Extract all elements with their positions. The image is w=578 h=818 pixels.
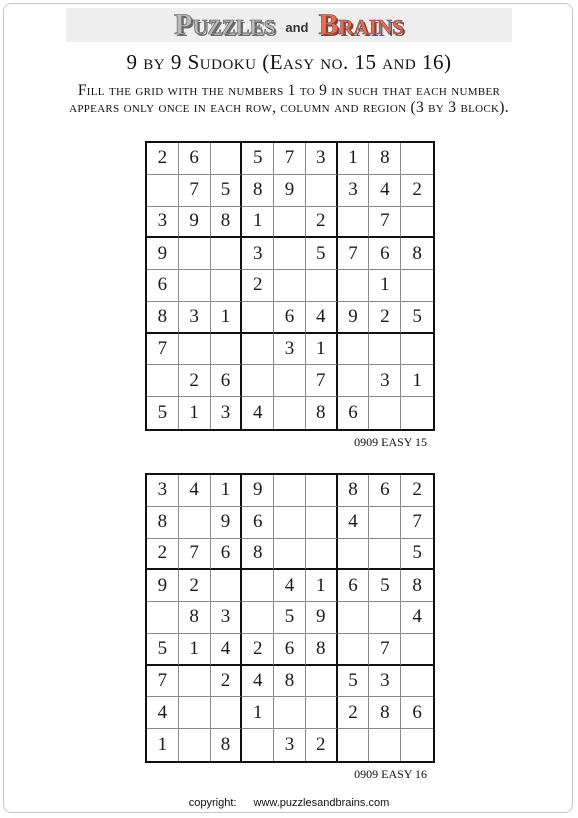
sudoku-cell: 8 [147, 507, 179, 539]
sudoku-cell: 7 [306, 365, 338, 397]
sudoku-cell: 1 [147, 729, 179, 761]
sudoku-cell [242, 302, 274, 334]
sudoku-cell [274, 697, 306, 729]
sudoku-cell [306, 175, 338, 207]
sudoku-cell: 6 [338, 397, 370, 429]
sudoku-cell: 6 [274, 302, 306, 334]
sudoku-cell [274, 475, 306, 507]
sudoku-cell [401, 270, 433, 302]
sudoku-cell [306, 475, 338, 507]
sudoku-cell: 6 [242, 507, 274, 539]
sudoku-cell: 3 [369, 365, 401, 397]
sudoku-cell [306, 270, 338, 302]
sudoku-cell: 7 [147, 666, 179, 698]
sudoku-cell: 8 [369, 143, 401, 175]
sudoku-cell [401, 207, 433, 239]
sudoku-cell: 5 [211, 175, 243, 207]
sudoku-cell [369, 602, 401, 634]
sudoku-cell: 3 [369, 666, 401, 698]
sudoku-cell: 5 [306, 238, 338, 270]
sudoku-cell [338, 634, 370, 666]
sudoku-cell: 1 [306, 570, 338, 602]
sudoku-cell [306, 507, 338, 539]
sudoku-cell [338, 207, 370, 239]
sudoku-cell: 3 [147, 475, 179, 507]
sudoku-cell [242, 334, 274, 366]
page-title: 9 by 9 Sudoku (Easy no. 15 and 16) [126, 50, 452, 74]
sudoku-cell [274, 238, 306, 270]
sudoku-cell: 6 [401, 697, 433, 729]
sudoku-cell [369, 729, 401, 761]
sudoku-cell: 9 [338, 302, 370, 334]
sudoku-cell: 2 [147, 539, 179, 571]
sudoku-cell [179, 729, 211, 761]
sudoku-cell: 8 [401, 238, 433, 270]
sudoku-cell: 7 [274, 143, 306, 175]
sudoku-cell [401, 634, 433, 666]
sudoku-cell: 4 [369, 175, 401, 207]
sudoku-cell: 7 [338, 238, 370, 270]
sudoku-cell: 3 [338, 175, 370, 207]
sudoku-cell [179, 507, 211, 539]
puzzle-label-easy-16: 0909 EASY 16 [354, 767, 427, 781]
sudoku-cell: 2 [242, 270, 274, 302]
sudoku-cell [338, 729, 370, 761]
sudoku-cell: 7 [401, 507, 433, 539]
sudoku-cell [401, 334, 433, 366]
sudoku-cell: 4 [306, 302, 338, 334]
sudoku-cell [369, 397, 401, 429]
sudoku-cell: 8 [211, 729, 243, 761]
sudoku-cell [211, 334, 243, 366]
sudoku-cell: 7 [147, 334, 179, 366]
sudoku-cell: 3 [179, 302, 211, 334]
sudoku-cell: 8 [274, 666, 306, 698]
footer [0, 797, 578, 809]
sudoku-cell [274, 539, 306, 571]
sudoku-cell: 8 [242, 175, 274, 207]
sudoku-cell [274, 365, 306, 397]
sudoku-cell: 1 [211, 475, 243, 507]
site-logo [66, 8, 512, 42]
sudoku-cell: 8 [147, 302, 179, 334]
instructions-line-2: appears only once in each row, column and region (3 by 3 block). [69, 99, 509, 116]
sudoku-cell [401, 666, 433, 698]
sudoku-cell: 3 [211, 602, 243, 634]
sudoku-cell: 5 [147, 634, 179, 666]
sudoku-cell: 9 [147, 238, 179, 270]
sudoku-cell: 4 [179, 475, 211, 507]
sudoku-cell [242, 729, 274, 761]
sudoku-cell: 4 [401, 602, 433, 634]
sudoku-cell: 3 [242, 238, 274, 270]
sudoku-cell [242, 570, 274, 602]
website-url: www.puzzlesandbrains.com [253, 797, 390, 809]
sudoku-cell [369, 507, 401, 539]
copyright-text: copyright: [188, 797, 237, 809]
sudoku-cell: 1 [338, 143, 370, 175]
logo-word-puzzles: Puzzles [174, 8, 276, 41]
sudoku-cell [306, 697, 338, 729]
sudoku-cell: 4 [242, 397, 274, 429]
sudoku-cell [338, 270, 370, 302]
sudoku-cell [274, 207, 306, 239]
sudoku-cell [274, 397, 306, 429]
sudoku-cell: 7 [179, 539, 211, 571]
sudoku-cell: 5 [274, 602, 306, 634]
sudoku-cell: 8 [306, 634, 338, 666]
sudoku-cell: 9 [242, 475, 274, 507]
sudoku-cell: 8 [338, 475, 370, 507]
sudoku-cell [338, 539, 370, 571]
sudoku-cell: 4 [274, 570, 306, 602]
sudoku-cell: 6 [147, 270, 179, 302]
sudoku-cell [242, 602, 274, 634]
logo-connector: and [285, 19, 309, 35]
instructions-line-1: Fill the grid with the numbers 1 to 9 in such that each number [77, 82, 501, 99]
sudoku-cell: 6 [274, 634, 306, 666]
sudoku-cell: 8 [179, 602, 211, 634]
sudoku-cell [211, 697, 243, 729]
sudoku-cell: 5 [369, 570, 401, 602]
sudoku-cell [306, 666, 338, 698]
sudoku-cell: 3 [147, 207, 179, 239]
sudoku-grid-easy-16 [145, 473, 435, 763]
sudoku-cell: 8 [211, 207, 243, 239]
sudoku-cell: 1 [211, 302, 243, 334]
sudoku-cell [401, 143, 433, 175]
sudoku-cell: 5 [401, 302, 433, 334]
sudoku-cell: 7 [369, 634, 401, 666]
sudoku-cell [211, 238, 243, 270]
sudoku-cell: 6 [369, 238, 401, 270]
sudoku-cell: 7 [369, 207, 401, 239]
sudoku-cell: 1 [179, 634, 211, 666]
sudoku-cell: 8 [369, 697, 401, 729]
sudoku-cell [179, 238, 211, 270]
sudoku-cell [242, 365, 274, 397]
sudoku-cell: 3 [211, 397, 243, 429]
sudoku-cell: 9 [274, 175, 306, 207]
sudoku-cell: 5 [401, 539, 433, 571]
sudoku-cell [338, 334, 370, 366]
sudoku-cell: 9 [179, 207, 211, 239]
sudoku-cell: 4 [242, 666, 274, 698]
sudoku-cell: 4 [147, 697, 179, 729]
sudoku-cell: 2 [179, 365, 211, 397]
sudoku-cell [401, 397, 433, 429]
sudoku-cell [147, 175, 179, 207]
sudoku-cell: 9 [147, 570, 179, 602]
sudoku-cell [179, 270, 211, 302]
sudoku-cell [338, 365, 370, 397]
sudoku-cell [179, 697, 211, 729]
sudoku-cell [211, 270, 243, 302]
sudoku-cell [306, 539, 338, 571]
sudoku-cell: 2 [401, 175, 433, 207]
sudoku-cell: 9 [306, 602, 338, 634]
sudoku-cell [147, 602, 179, 634]
sudoku-cell [179, 334, 211, 366]
sudoku-cell: 3 [274, 729, 306, 761]
sudoku-cell: 6 [211, 539, 243, 571]
sudoku-cell [401, 729, 433, 761]
sudoku-cell [274, 270, 306, 302]
sudoku-cell [147, 365, 179, 397]
sudoku-cell: 8 [242, 539, 274, 571]
sudoku-cell: 1 [306, 334, 338, 366]
sudoku-cell: 1 [242, 697, 274, 729]
sudoku-cell: 2 [211, 666, 243, 698]
sudoku-cell: 8 [401, 570, 433, 602]
sudoku-cell [369, 334, 401, 366]
logo-word-brains: Brains [318, 8, 404, 41]
sudoku-cell: 2 [401, 475, 433, 507]
sudoku-cell [211, 143, 243, 175]
puzzle-label-easy-15: 0909 EASY 15 [354, 435, 427, 449]
sudoku-cell: 1 [401, 365, 433, 397]
sudoku-cell: 1 [179, 397, 211, 429]
sudoku-grid-easy-15 [145, 141, 435, 431]
sudoku-cell: 7 [179, 175, 211, 207]
sudoku-cell [211, 570, 243, 602]
sudoku-cell: 2 [179, 570, 211, 602]
sudoku-cell: 5 [338, 666, 370, 698]
sudoku-cell: 5 [147, 397, 179, 429]
sudoku-cell: 6 [211, 365, 243, 397]
sudoku-cell: 5 [242, 143, 274, 175]
sudoku-cell: 3 [306, 143, 338, 175]
sudoku-cell [274, 507, 306, 539]
sudoku-cell: 1 [369, 270, 401, 302]
sudoku-cell: 6 [369, 475, 401, 507]
sudoku-cell: 2 [306, 207, 338, 239]
instructions [20, 82, 558, 116]
sudoku-cell: 4 [338, 507, 370, 539]
sudoku-cell: 6 [179, 143, 211, 175]
sudoku-cell: 1 [242, 207, 274, 239]
sudoku-cell: 2 [147, 143, 179, 175]
sudoku-cell: 3 [274, 334, 306, 366]
sudoku-cell: 9 [211, 507, 243, 539]
sudoku-cell: 6 [338, 570, 370, 602]
sudoku-cell: 2 [242, 634, 274, 666]
sudoku-cell: 2 [369, 302, 401, 334]
sudoku-cell [369, 539, 401, 571]
sudoku-cell [338, 602, 370, 634]
sudoku-cell [179, 666, 211, 698]
sudoku-cell: 2 [338, 697, 370, 729]
sudoku-cell: 8 [306, 397, 338, 429]
sudoku-cell: 2 [306, 729, 338, 761]
sudoku-cell: 4 [211, 634, 243, 666]
